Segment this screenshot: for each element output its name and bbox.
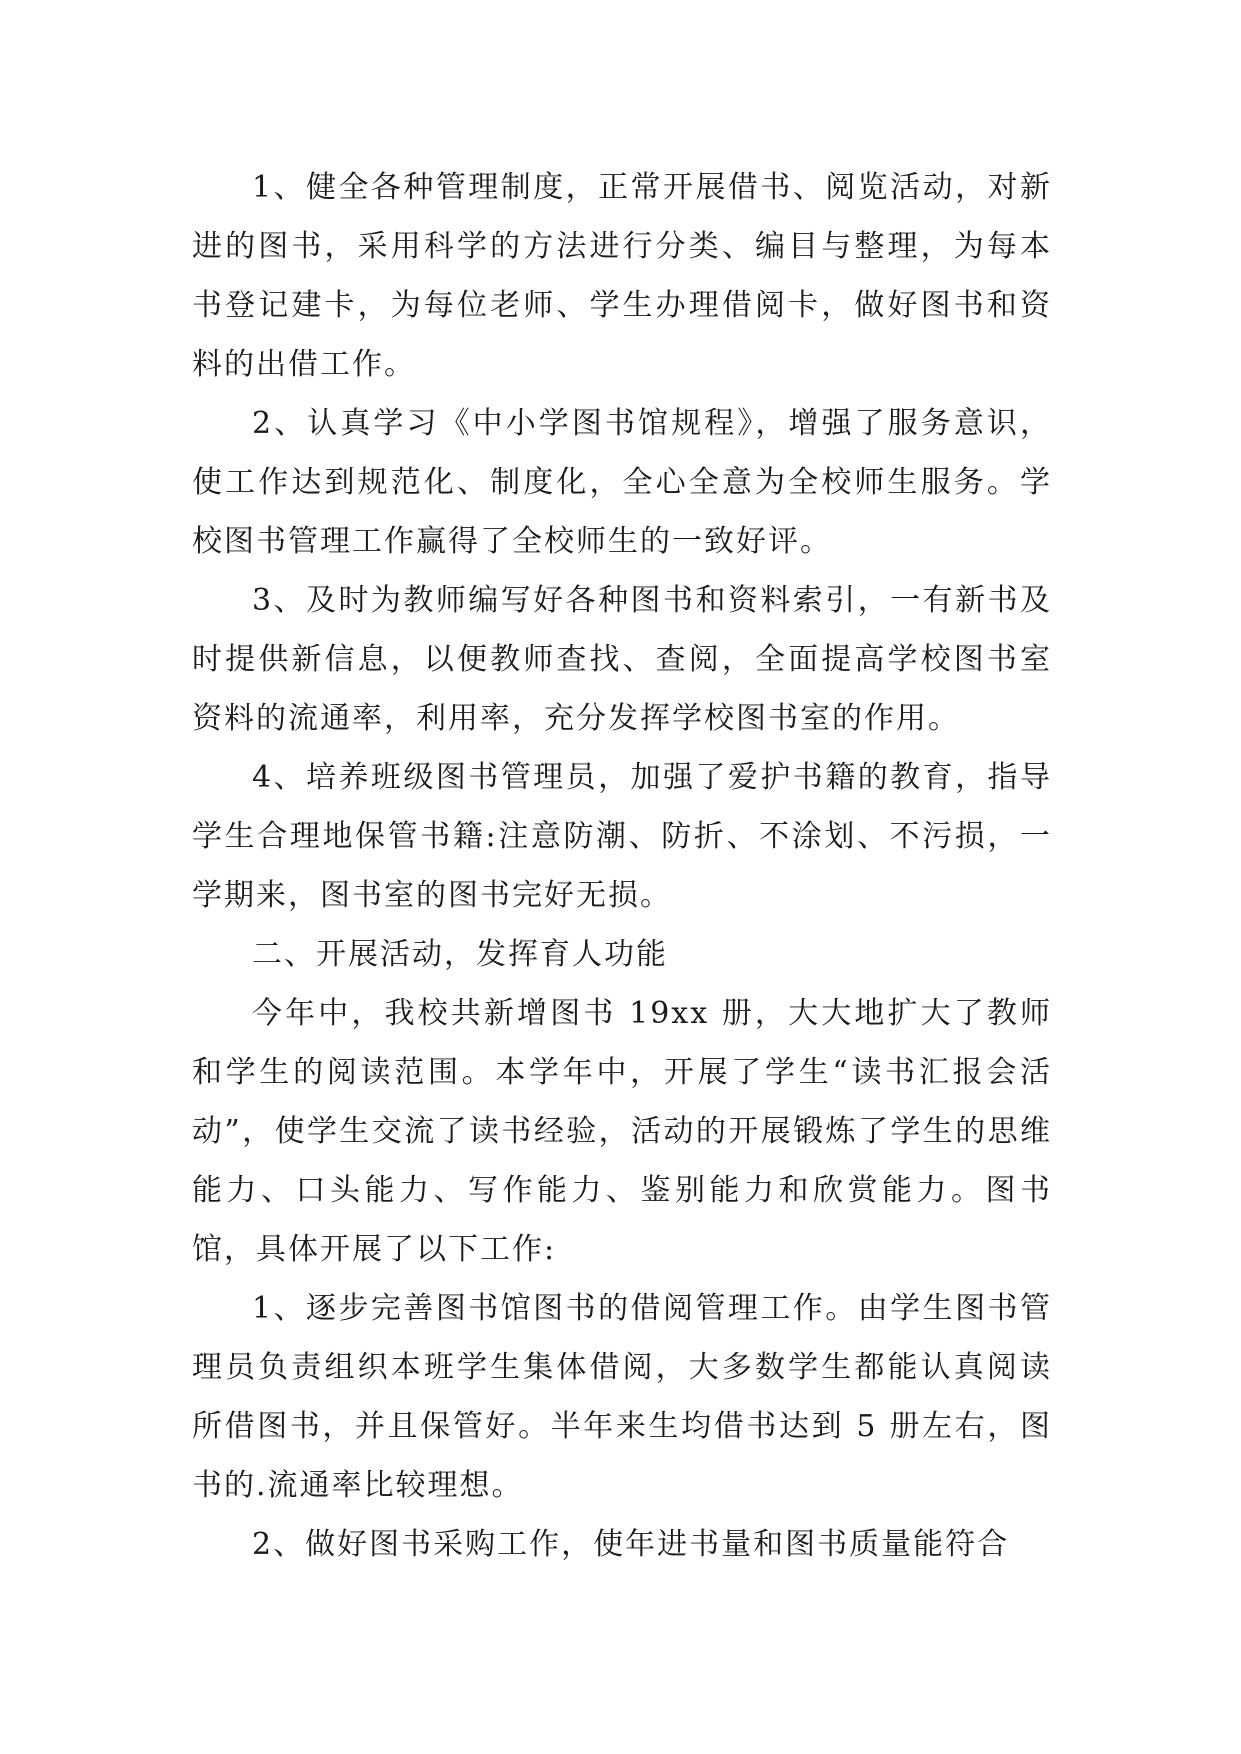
section-heading: 二、开展活动，发挥育人功能 — [252, 937, 668, 972]
paragraph-2: 2、认真学习《中小学图书馆规程》，增强了服务意识，使工作达到规范化、制度化，全心全意为全校师生服务。学校图书管理工作赢得了全校师生的一致好评。 — [192, 406, 1052, 559]
paragraph-1: 1、健全各种管理制度，正常开展借书、阅览活动，对新进的图书，采用科学的方法进行分类、编目与整理，为每本书登记建卡，为每位老师、学生办理借阅卡，做好图书和资料的出借工作。 — [192, 170, 1052, 382]
paragraph-8: 2、做好图书采购工作，使年进书量和图书质量能符合 — [252, 1527, 1010, 1562]
paragraph-7: 1、逐步完善图书馆图书的借阅管理工作。由学生图书管理员负责组织本班学生集体借阅，大多数学生都能认真阅读所借图书，并且保管好。半年来生均借书达到 5 册左右，图书的.流通率比较理想。 — [192, 1291, 1052, 1503]
paragraph-4: 4、培养班级图书管理员，加强了爱护书籍的教育，指导学生合理地保管书籍:注意防潮、防折、不涂划、不污损，一学期来，图书室的图书完好无损。 — [192, 760, 1052, 913]
paragraph-3: 3、及时为教师编写好各种图书和资料索引，一有新书及时提供新信息，以便教师查找、查阅，全面提高学校图书室资料的流通率，利用率，充分发挥学校图书室的作用。 — [192, 583, 1052, 736]
paragraph-6: 今年中，我校共新增图书 19xx 册，大大地扩大了教师和学生的阅读范围。本学年中，开展了学生“读书汇报会活动”，使学生交流了读书经验，活动的开展锻炼了学生的思维能力、口头能力、写作能力、鉴别能力和欣赏能力。图书馆，具体开展了以下工作: — [192, 996, 1052, 1267]
document-body — [192, 158, 1052, 1574]
